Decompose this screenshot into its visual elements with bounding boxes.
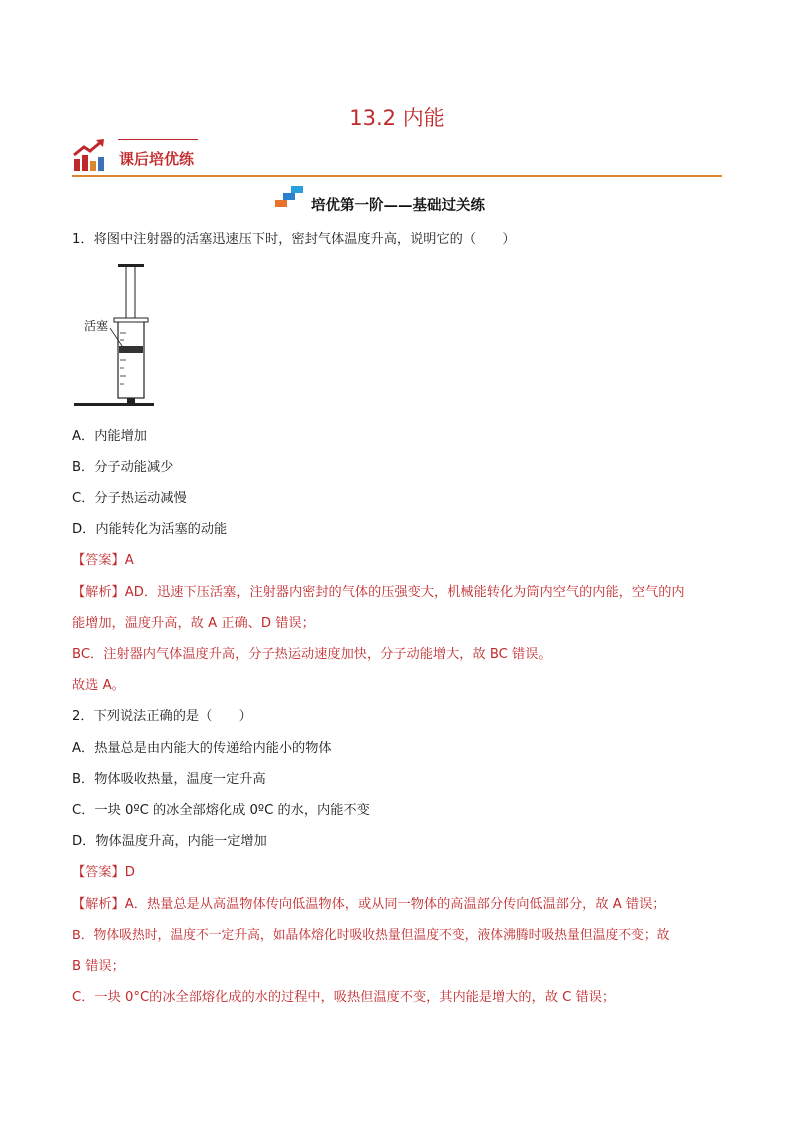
header-accent-line <box>118 139 198 140</box>
question-1-option-d: D．内能转化为活塞的动能 <box>72 522 228 537</box>
answer-value: A <box>124 553 134 568</box>
section-label: 课后培优练 <box>119 150 195 168</box>
analysis-text: AD．迅速下压活塞，注射器内密封的气体的压强变大，机械能转化为筒内空气的内能，空气的内 <box>124 585 685 600</box>
question-2-option-d: D．物体温度升高，内能一定增加 <box>72 834 267 849</box>
syringe-figure <box>72 258 162 410</box>
question-2-analysis-line-2: B．物体吸热时，温度不一定升高，如晶体熔化时吸收热量但温度不变，液体沸腾时吸热量但温度不变；故 <box>72 928 670 943</box>
question-2-answer <box>72 861 135 880</box>
question-2-analysis-line-4: C．一块 0°C的冰全部熔化成的水的过程中，吸热但温度不变，其内能是增大的，故 C 错误； <box>72 990 616 1005</box>
header-divider <box>72 175 722 177</box>
question-2-stem: 2．下列说法正确的是（ ） <box>72 709 252 724</box>
question-1-analysis-line-2: 能增加，温度升高，故 A 正确、D 错误； <box>72 616 315 631</box>
stairs-icon <box>273 184 307 208</box>
piston-label: 活塞 <box>84 319 109 333</box>
question-1-option-a: A．内能增加 <box>72 429 147 444</box>
growth-chart-icon <box>72 137 108 173</box>
question-1-stem: 1．将图中注射器的活塞迅速压下时，密封气体温度升高，说明它的（ ） <box>72 232 516 247</box>
question-1-option-c: C．分子热运动减慢 <box>72 491 187 506</box>
question-1-analysis-line-1 <box>72 581 685 600</box>
question-2-analysis-line-1 <box>72 893 666 912</box>
answer-tag: 【答案】 <box>72 553 125 568</box>
question-2-option-a: A．热量总是由内能大的传递给内能小的物体 <box>72 741 332 756</box>
question-1-answer <box>72 549 134 568</box>
subsection-heading: 培优第一阶——基础过关练 <box>311 197 485 214</box>
analysis-tag: 【解析】 <box>72 585 125 600</box>
question-2-analysis-line-3: B 错误； <box>72 959 125 974</box>
analysis-text: A．热量总是从高温物体传向低温物体，或从同一物体的高温部分传向低温部分，故 A 错误； <box>124 897 666 912</box>
question-2-option-b: B．物体吸收热量，温度一定升高 <box>72 772 266 787</box>
answer-value: D <box>124 865 135 880</box>
question-1-analysis-line-3: BC．注射器内气体温度升高，分子热运动速度加快，分子动能增大，故 BC 错误。 <box>72 647 552 662</box>
page-title: 13.2 内能 <box>349 106 445 130</box>
question-1-analysis-line-4: 故选 A。 <box>72 678 125 693</box>
question-2-option-c: C．一块 0ºC 的冰全部熔化成 0ºC 的水，内能不变 <box>72 803 370 818</box>
analysis-tag: 【解析】 <box>72 897 125 912</box>
question-1-option-b: B．分子动能减少 <box>72 460 174 475</box>
answer-tag: 【答案】 <box>72 865 125 880</box>
